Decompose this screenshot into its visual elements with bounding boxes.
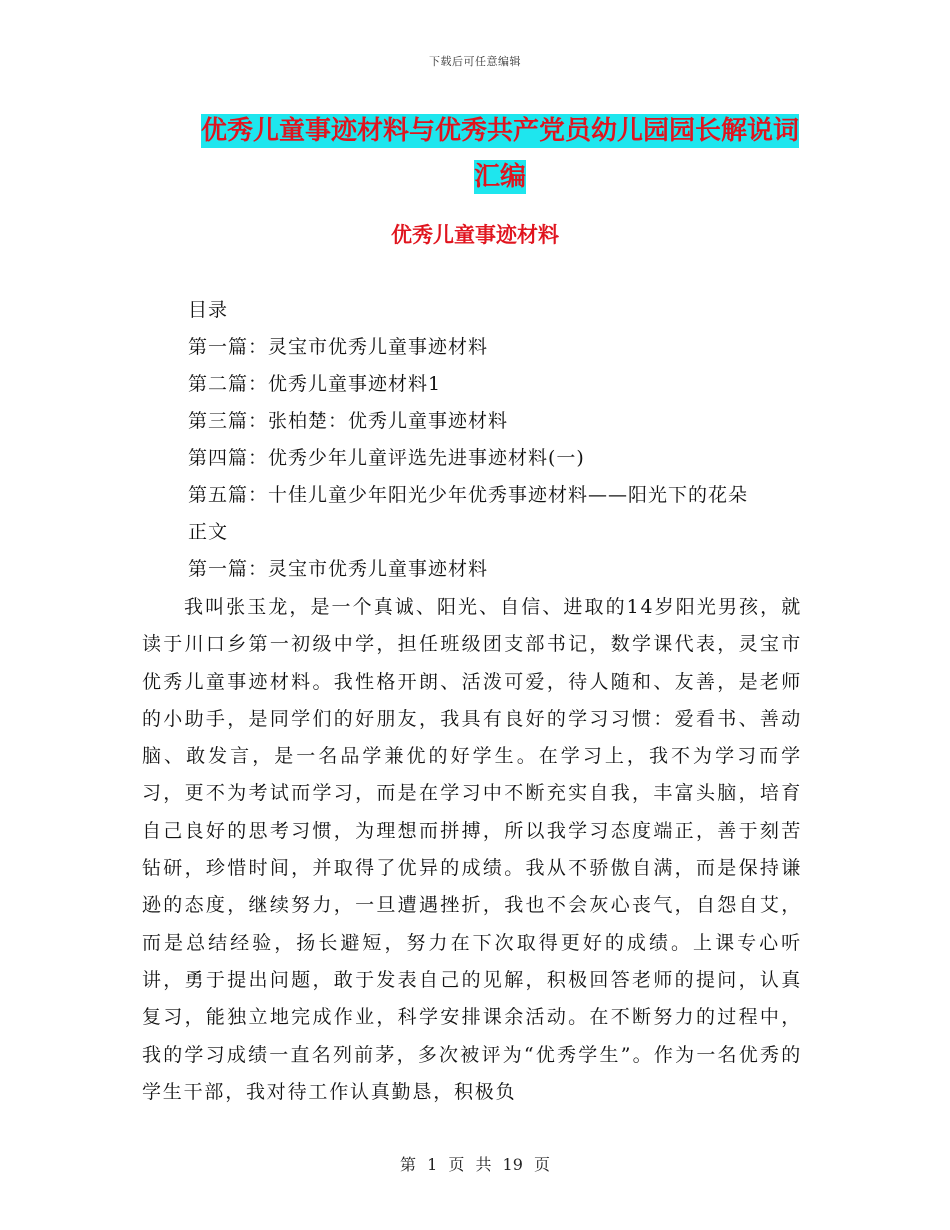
document-title (160, 108, 840, 200)
toc-item-5: 第五篇：十佳儿童少年阳光少年优秀事迹材料——阳光下的花朵 (188, 484, 749, 506)
chapter-heading: 第一篇：灵宝市优秀儿童事迹材料 (188, 558, 489, 580)
section-title: 优秀儿童事迹材料 (391, 223, 559, 247)
page-header-note: 下载后可任意编辑 (429, 55, 521, 68)
toc-item-1: 第一篇：灵宝市优秀儿童事迹材料 (188, 336, 489, 358)
document-title-line1: 优秀儿童事迹材料与优秀共产党员幼儿园园长解说词 (200, 116, 799, 146)
body-heading: 正文 (188, 521, 229, 543)
table-of-contents (188, 292, 818, 588)
toc-item-2: 第二篇：优秀儿童事迹材料1 (188, 373, 442, 395)
toc-item-3: 第三篇：张柏楚：优秀儿童事迹材料 (188, 410, 509, 432)
toc-heading: 目录 (188, 299, 229, 321)
page-number: 第 1 页 共 19 页 (400, 1155, 550, 1174)
body-paragraph: 我叫张玉龙，是一个真诚、阳光、自信、进取的14岁阳光男孩，就读于川口乡第一初级中学，担任班级团支部书记，数学课代表，灵宝市优秀儿童事迹材料。我性格开朗、活泼可爱，待人随和、友善，是老师的小助手，是同学们的好朋友，我具有良好的学习习惯：爱看书、善动脑、敢发言，是一名品学兼优的好学生。在学习上，我不为学习而学习，更不为考试而学习，而是在学习中不断充实自我，丰富头脑，培育自己良好的思考习惯，为理想而拼搏，所以我学习态度端正，善于刻苦钻研，珍惜时间，并取得了优异的成绩。我从不骄傲自满，而是保持谦逊的态度，继续努力，一旦遭遇挫折，我也不会灰心丧气，自怨自艾，而是总结经验，扬长避短，努力在下次取得更好的成绩。上课专心听讲，勇于提出问题，敢于发表自己的见解，积极回答老师的提问，认真复习，能独立地完成作业，科学安排课余活动。在不断努力的过程中，我的学习成绩一直名列前茅，多次被评为“优秀学生”。作为一名优秀的学生干部，我对待工作认真勤恳，积极负 (142, 596, 802, 1103)
document-title-line2: 汇编 (473, 162, 526, 192)
toc-item-4: 第四篇：优秀少年儿童评选先进事迹材料(一) (188, 447, 585, 469)
